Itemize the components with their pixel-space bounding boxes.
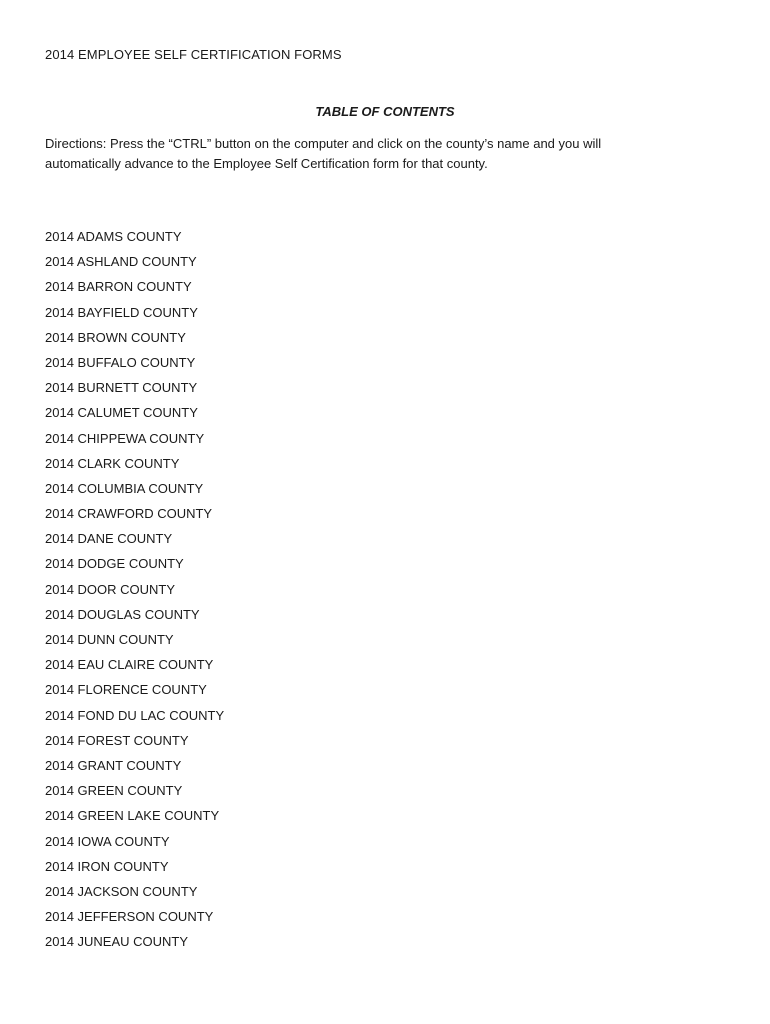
list-item <box>45 732 224 757</box>
list-item <box>45 833 224 858</box>
list-item <box>45 530 224 555</box>
county-link[interactable]: 2014 DOUGLAS COUNTY <box>45 606 200 622</box>
list-item <box>45 858 224 883</box>
county-link[interactable]: 2014 GREEN LAKE COUNTY <box>45 808 220 824</box>
toc-heading: TABLE OF CONTENTS <box>315 104 455 119</box>
list-item <box>45 807 224 832</box>
county-link[interactable]: 2014 COLUMBIA COUNTY <box>45 480 204 496</box>
list-item <box>45 631 224 656</box>
list-item <box>45 480 224 505</box>
list-item <box>45 505 224 530</box>
list-item <box>45 606 224 631</box>
county-link[interactable]: 2014 BROWN COUNTY <box>45 329 186 345</box>
county-link[interactable]: 2014 DANE COUNTY <box>45 531 173 547</box>
list-item <box>45 228 224 253</box>
county-link[interactable]: 2014 JACKSON COUNTY <box>45 883 198 899</box>
county-link[interactable]: 2014 BARRON COUNTY <box>45 279 192 295</box>
list-item <box>45 581 224 606</box>
list-item <box>45 707 224 732</box>
county-link[interactable]: 2014 CHIPPEWA COUNTY <box>45 430 205 446</box>
list-item <box>45 253 224 278</box>
list-item <box>45 404 224 429</box>
list-item <box>45 555 224 580</box>
directions-line-2: automatically advance to the Employee Self Certification form for that county. <box>45 156 488 171</box>
list-item <box>45 278 224 303</box>
list-item <box>45 430 224 455</box>
list-item <box>45 304 224 329</box>
list-item <box>45 908 224 933</box>
county-link[interactable]: 2014 FLORENCE COUNTY <box>45 682 207 698</box>
county-link[interactable]: 2014 FOND DU LAC COUNTY <box>45 707 225 723</box>
county-link[interactable]: 2014 FOREST COUNTY <box>45 732 189 748</box>
county-list <box>45 228 224 958</box>
list-item <box>45 883 224 908</box>
list-item <box>45 681 224 706</box>
county-link[interactable]: 2014 CRAWFORD COUNTY <box>45 506 213 522</box>
county-link[interactable]: 2014 JEFFERSON COUNTY <box>45 909 214 925</box>
list-item <box>45 933 224 958</box>
county-link[interactable]: 2014 DOOR COUNTY <box>45 581 176 597</box>
county-link[interactable]: 2014 IOWA COUNTY <box>45 833 170 849</box>
list-item <box>45 455 224 480</box>
county-link[interactable]: 2014 BAYFIELD COUNTY <box>45 304 198 320</box>
county-link[interactable]: 2014 GREEN COUNTY <box>45 783 183 799</box>
county-link[interactable]: 2014 DODGE COUNTY <box>45 556 184 572</box>
list-item <box>45 354 224 379</box>
county-link[interactable]: 2014 EAU CLAIRE COUNTY <box>45 657 214 673</box>
county-link[interactable]: 2014 BURNETT COUNTY <box>45 380 198 396</box>
directions-line-1: Directions: Press the “CTRL” button on the computer and click on the county’s name and you will <box>45 136 602 151</box>
directions-text <box>45 134 665 174</box>
list-item <box>45 329 224 354</box>
county-link[interactable]: 2014 CLARK COUNTY <box>45 455 180 471</box>
county-link[interactable]: 2014 CALUMET COUNTY <box>45 405 198 421</box>
list-item <box>45 782 224 807</box>
county-link[interactable]: 2014 ASHLAND COUNTY <box>45 254 197 270</box>
county-link[interactable]: 2014 ADAMS COUNTY <box>45 229 182 244</box>
document-title: 2014 EMPLOYEE SELF CERTIFICATION FORMS <box>45 47 342 62</box>
list-item <box>45 656 224 681</box>
list-item <box>45 379 224 404</box>
county-link[interactable]: 2014 JUNEAU COUNTY <box>45 934 189 950</box>
county-link[interactable]: 2014 GRANT COUNTY <box>45 757 182 773</box>
county-link[interactable]: 2014 DUNN COUNTY <box>45 632 174 647</box>
list-item <box>45 757 224 782</box>
county-link[interactable]: 2014 IRON COUNTY <box>45 858 169 874</box>
county-link[interactable]: 2014 BUFFALO COUNTY <box>45 354 196 370</box>
